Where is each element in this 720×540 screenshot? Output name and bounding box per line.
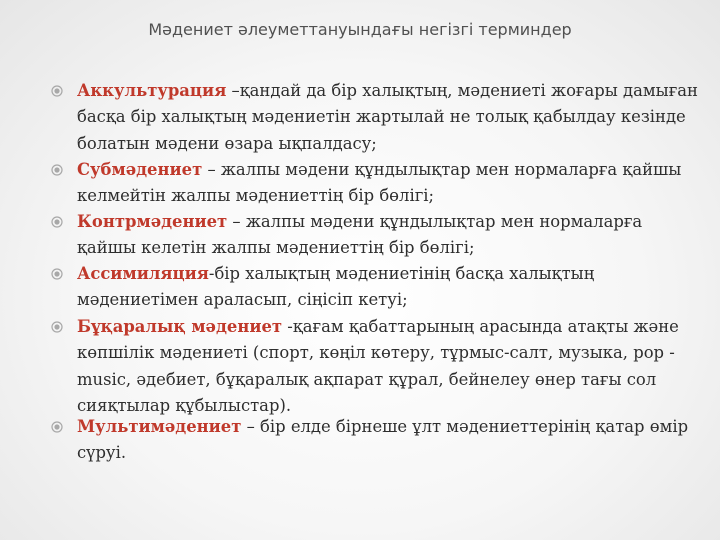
slide-title: Мәдениет әлеуметтануындағы негізгі терминдер <box>148 20 572 39</box>
term-definition: –қандай да бір халықтың, мәдениеті жоғары дамыған басқа бір халықтың мәдениетін жартылай не толық қабылдау кезінде болатын мәдени өзара ықпалдасу; <box>77 81 698 153</box>
term-text <box>77 209 702 262</box>
term-definition: – бір елде бірнеше ұлт мәдениеттерінің қатар өмір сүруі. <box>77 417 689 463</box>
term-definition: -қағам қабаттарының арасында атақты және көпшілік мәдениеті (спорт, көңіл көтеру, тұрмыс-салт, музыка, рор -music, әдебиет, бұқаралық ақпарат құрал, бейнелеу өнер тағы сол сияқтылар құбылыстар). <box>77 317 679 415</box>
term-definition: – жалпы мәдени құндылықтар мен нормаларға қайшы келмейтін жалпы мәдениеттің бір бөлігі; <box>77 160 682 206</box>
term-name: Аккультурация <box>77 81 227 100</box>
term-text <box>77 314 702 419</box>
circle-bullet-icon <box>51 85 63 97</box>
term-text <box>77 414 702 467</box>
term-name: Ассимиляция <box>77 264 209 283</box>
circle-bullet-icon <box>51 268 63 280</box>
term-text <box>77 78 702 157</box>
term-definition: – жалпы мәдени құндылықтар мен нормаларға қайшы келетін жалпы мәдениеттің бір бөлігі; <box>77 212 643 258</box>
term-text <box>77 261 702 314</box>
circle-bullet-icon <box>51 216 63 228</box>
term-name: Субмәдениет <box>77 160 203 179</box>
circle-bullet-icon <box>51 321 63 333</box>
circle-bullet-icon <box>51 421 63 433</box>
term-definition: -бір халықтың мәдениетінің басқа халықтың мәдениетімен араласып, сіңісіп кетуі; <box>77 264 595 310</box>
term-text <box>77 157 702 210</box>
term-name: Бұқаралық мәдениет <box>77 317 283 336</box>
term-name: Мультимәдениет <box>77 417 242 436</box>
circle-bullet-icon <box>51 164 63 176</box>
term-name: Контрмәдениет <box>77 212 228 231</box>
